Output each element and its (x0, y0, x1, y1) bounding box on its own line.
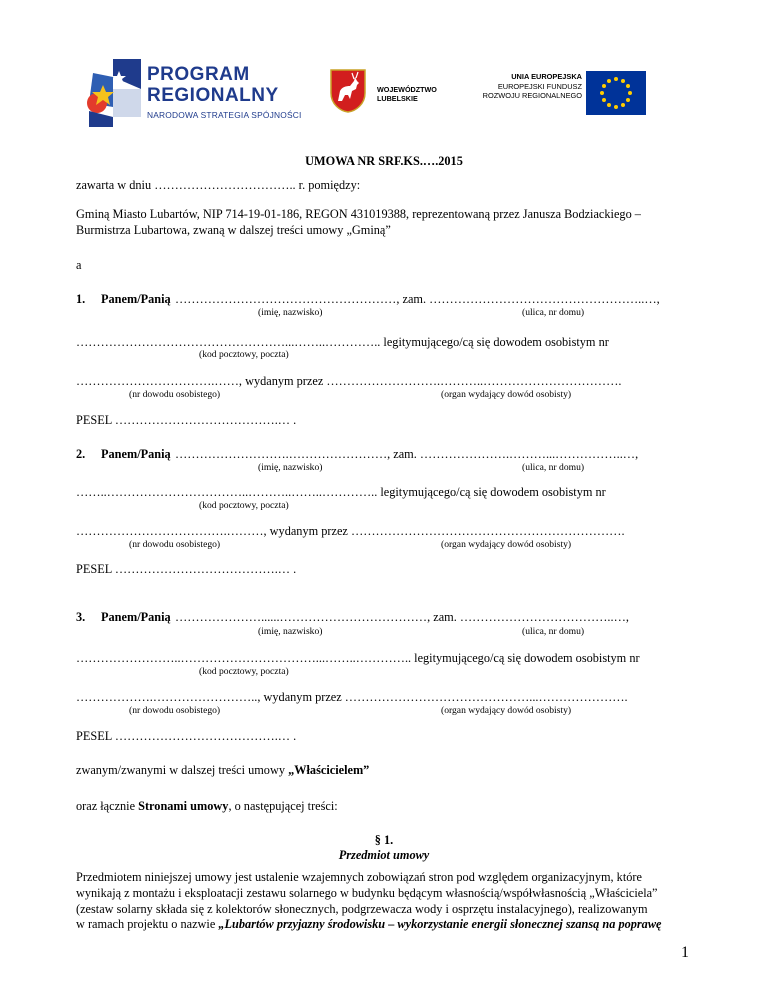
postal-hint: (kod pocztowy, poczta) (199, 500, 289, 511)
eu-line3: ROZWOJU REGIONALNEGO (482, 91, 582, 101)
party-name-label: Panem/Panią (101, 292, 171, 306)
gmina-line2: Burmistrza Lubartowa, zwaną w dalszej treści umowy „Gminą” (76, 222, 391, 237)
party-name-line[interactable]: ……………………….……………………, zam. ………………….………...……………..…, (175, 447, 639, 461)
program-logo-line1: PROGRAM (147, 64, 250, 85)
body-line2: wynikają z montażu i eksploatacji zestawu solarnego w budynku będącym własnością/współwłasnością „Właściciela” (76, 885, 658, 900)
id-hint: (nr dowodu osobistego) (129, 705, 221, 716)
address-hint: (ulica, nr domu) (522, 462, 585, 473)
postal-line[interactable]: ……..……………………………..………..……..………….. legitymującego/cą się dowodem osobistym nr (76, 485, 606, 499)
authority-hint: (organ wydający dowód osobisty) (441, 389, 572, 400)
party-name-line[interactable]: …………………......………………………………, zam. ………………………………..…, (175, 610, 629, 624)
project-name: „Lubartów przyjazny środowisku – wykorzystanie energii słonecznej szansą na poprawę (218, 917, 662, 932)
voivodeship-line1: WOJEWÓDZTWO (377, 85, 437, 94)
name-hint: (imię, nazwisko) (258, 462, 323, 473)
id-line[interactable]: ……………………………….………, wydanym przez …………………………………………………………. (76, 524, 625, 538)
authority-hint: (organ wydający dowód osobisty) (441, 705, 572, 716)
pesel-line[interactable]: PESEL ………………………………….… . (76, 562, 297, 576)
and-word: a (76, 258, 82, 272)
id-hint: (nr dowodu osobistego) (129, 389, 221, 400)
body-line4 (76, 917, 690, 933)
page-number: 1 (681, 944, 689, 961)
parties-definition (76, 799, 338, 814)
name-hint: (imię, nazwisko) (258, 626, 323, 637)
concluded-line: zawarta w dniu …………………………….. r. pomiędzy: (76, 178, 361, 192)
together-post: , o następującej treści: (228, 799, 338, 813)
eu-line1: UNIA EUROPEJSKA (511, 72, 582, 81)
contract-title: UMOWA NR SRF.KS.….2015 (305, 154, 463, 168)
id-line[interactable]: ……………….…………………….., wydanym przez ………………………………………...…………………. (76, 690, 628, 704)
party-number: 3. (76, 610, 86, 624)
pesel-line[interactable]: PESEL ………………………………….… . (76, 413, 297, 427)
address-hint: (ulica, nr domu) (522, 307, 585, 318)
owner-term: „Właścicielem” (288, 763, 370, 777)
gmina-line1: Gminą Miasto Lubartów, NIP 714-19-01-186, REGON 431019388, reprezentowaną przez Janusza Bodziackiego – (76, 207, 641, 221)
postal-line[interactable]: ……………………………………………...……..………….. legitymującego/cą się dowodem osobistym nr (76, 335, 609, 349)
section-body (76, 870, 690, 933)
wojewodztwo-lubelskie-logo (330, 69, 470, 115)
owner-definition (76, 763, 369, 778)
program-regionalny-emblem-icon (83, 55, 145, 130)
gmina-paragraph (76, 207, 690, 239)
together-pre: oraz łącznie (76, 799, 139, 813)
section-number: § 1. (374, 833, 394, 847)
address-hint: (ulica, nr domu) (522, 626, 585, 637)
postal-hint: (kod pocztowy, poczta) (199, 349, 289, 360)
postal-hint: (kod pocztowy, poczta) (199, 666, 289, 677)
id-hint: (nr dowodu osobistego) (129, 539, 221, 550)
party-name-line[interactable]: ………………………………………………, zam. ……………………………………………..…, (175, 292, 660, 306)
party-name-label: Panem/Panią (101, 610, 171, 624)
together-term: Stronami umowy (138, 799, 229, 813)
party-number: 2. (76, 447, 86, 461)
program-logo-line2: REGIONALNY (147, 85, 279, 106)
body-line1: Przedmiotem niniejszej umowy jest ustalenie wzajemnych zobowiązań stron pod względem organizacyjnym, które (76, 870, 642, 884)
program-logo-line3: NARODOWA STRATEGIA SPÓJNOŚCI (147, 110, 302, 120)
lubelskie-coat-of-arms-icon (330, 69, 366, 113)
section-title: Przedmiot umowy (338, 848, 430, 862)
authority-hint: (organ wydający dowód osobisty) (441, 539, 572, 550)
eu-line2: EUROPEJSKI FUNDUSZ (497, 81, 582, 91)
eu-text-block (482, 72, 582, 101)
owner-pre: zwanym/zwanymi w dalszej treści umowy (76, 763, 289, 777)
id-line[interactable]: …………………………….……, wydanym przez ……………………….………..……………………………. (76, 374, 622, 388)
voivodeship-line2: LUBELSKIE (377, 94, 418, 103)
party-number: 1. (76, 292, 86, 306)
eu-flag-icon (586, 71, 646, 115)
body-line4-pre: w ramach projektu o nazwie (76, 917, 219, 932)
party-name-label: Panem/Panią (101, 447, 171, 461)
program-regionalny-logo (83, 55, 302, 130)
pesel-line[interactable]: PESEL ………………………………….… . (76, 729, 297, 743)
postal-line[interactable]: ……………………..……………………………...……..………….. legitymującego/cą się dowodem osobistym nr (76, 651, 640, 665)
body-line3: (zestaw solarny składa się z kolektorów słonecznych, podgrzewacza wody i osprzętu instalacyjnego), realizowanym (76, 901, 648, 916)
name-hint: (imię, nazwisko) (258, 307, 323, 318)
